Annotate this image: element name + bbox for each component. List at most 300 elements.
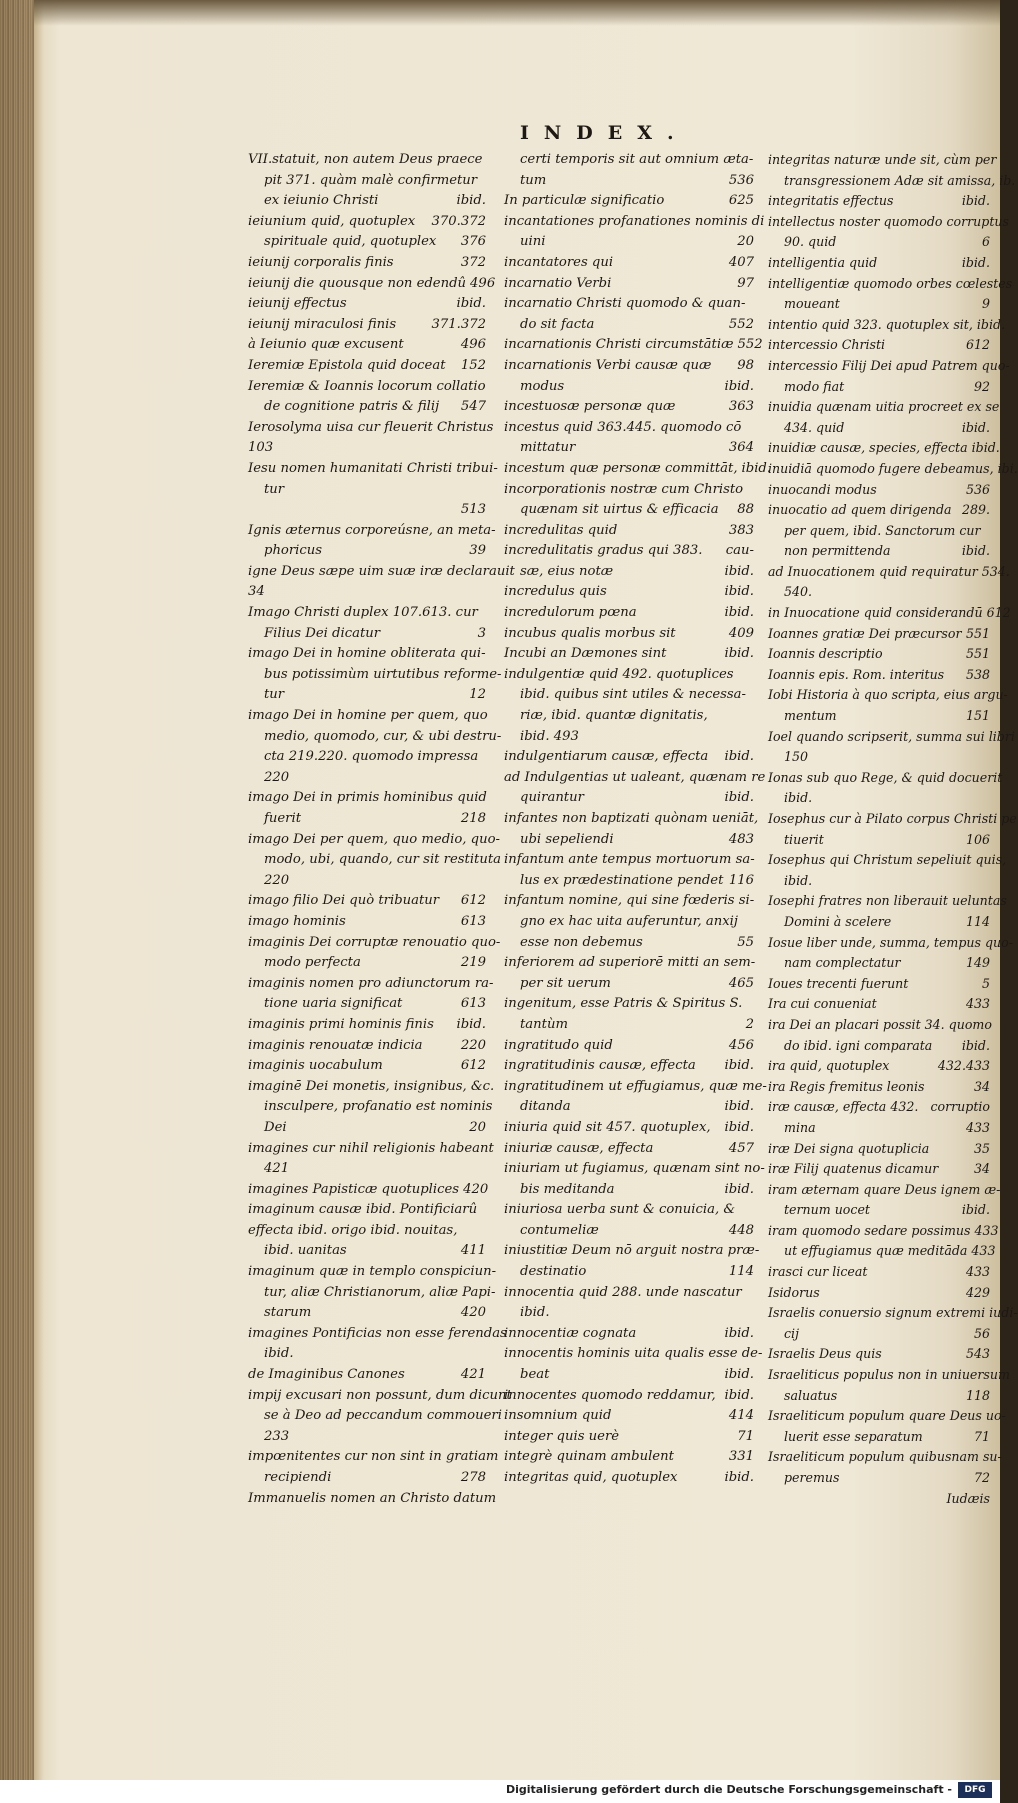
- entry-text: modo fiat: [784, 378, 845, 394]
- index-entry: [768, 1386, 990, 1407]
- index-entry: [504, 891, 754, 912]
- entry-reference: 552: [737, 337, 763, 353]
- entry-text: mina: [784, 1119, 816, 1135]
- entry-reference: 34: [973, 1161, 990, 1177]
- index-entry: [768, 562, 1010, 583]
- entry-text: integer quis uerè: [504, 1428, 620, 1444]
- index-entry: [768, 912, 990, 933]
- entry-text: 421: [264, 1161, 290, 1177]
- index-entry: [248, 727, 502, 748]
- entry-text: intercessio Christi: [768, 337, 886, 353]
- entry-text: ibid. quibus sint utiles & necessa-: [520, 687, 746, 703]
- entry-text: Ioannes gratiæ Dei præcursor: [768, 625, 962, 641]
- index-entry: [504, 665, 754, 686]
- index-entry: [248, 1241, 486, 1262]
- index-entry: [504, 1406, 754, 1427]
- index-entry: [504, 624, 754, 645]
- index-entry: [248, 150, 486, 171]
- index-entry: [504, 1015, 754, 1036]
- entry-text: in Inuocatione quid considerandū: [768, 605, 983, 621]
- entry-reference: 34: [973, 1078, 990, 1094]
- entry-reference: 20: [737, 234, 754, 250]
- index-entry: [768, 150, 997, 171]
- index-entry: [504, 1468, 754, 1489]
- entry-reference: 534.: [981, 563, 1010, 579]
- index-entry: [504, 438, 754, 459]
- index-entry: [248, 1303, 486, 1324]
- entry-text: iræ Dei signa quotuplicia: [768, 1140, 930, 1156]
- index-column-middle: [504, 150, 772, 1489]
- entry-reference: ibid.: [724, 1058, 754, 1074]
- entry-text: pit 371. quàm malè confirmetur: [264, 172, 478, 188]
- entry-text: intelligentiæ quomodo orbes cœlestes: [768, 275, 1013, 291]
- entry-text: tantùm: [520, 1016, 568, 1032]
- entry-text: innocentes quomodo reddamur,: [504, 1387, 716, 1403]
- entry-text: ieiunij effectus: [248, 296, 347, 312]
- index-entry: [248, 171, 486, 192]
- index-entry: [248, 521, 496, 542]
- entry-reference: 5: [981, 975, 990, 991]
- entry-text: 103: [248, 440, 274, 456]
- index-entry: [248, 418, 494, 439]
- entry-reference: ib.: [999, 172, 1016, 188]
- entry-reference: 364: [728, 440, 754, 456]
- entry-text: gno ex hac uita auferuntur, anxij: [520, 913, 738, 929]
- index-entry: [504, 1447, 754, 1468]
- entry-text: infantum nomine, qui sine fœderis si-: [504, 893, 755, 909]
- entry-reference: 151: [965, 708, 990, 724]
- index-entry: [768, 1139, 990, 1160]
- entry-text: Iosephi fratres non liberauit ueluntas: [768, 893, 1007, 909]
- entry-text: ira quid, quotuplex: [768, 1058, 890, 1074]
- entry-text: Ierosolyma uisa cur fleuerit Christus: [248, 419, 494, 435]
- index-entry: [768, 603, 1011, 624]
- entry-text: bis meditanda: [520, 1181, 615, 1197]
- entry-text: Ieremiæ & Ioannis locorum collatio: [248, 378, 486, 394]
- index-entry: [248, 1324, 507, 1345]
- entry-text: nam complectatur: [784, 955, 901, 971]
- index-entry: [504, 191, 754, 212]
- entry-reference: ibid.: [456, 296, 486, 312]
- entry-text: impij excusari non possunt, dum dicunt: [248, 1387, 512, 1403]
- entry-text: de Imaginibus Canones: [248, 1367, 405, 1383]
- index-entry: [504, 1303, 754, 1324]
- index-entry: [768, 788, 990, 809]
- entry-reference: 536: [728, 172, 754, 188]
- index-entry: [248, 830, 501, 851]
- entry-text: ira Dei an placari possit 34.: [768, 1016, 945, 1032]
- entry-text: ingratitudinem ut effugiamus, quæ me-: [504, 1078, 767, 1094]
- index-entry: [768, 1365, 1010, 1386]
- index-entry: [248, 1406, 502, 1427]
- entry-reference: ibid.: [961, 1202, 990, 1218]
- entry-reference: 483: [728, 831, 754, 847]
- entry-text: inuidia quænam uitia procreet ex se: [768, 399, 1000, 415]
- entry-reference: 421: [460, 1367, 486, 1383]
- entry-text: insomnium quid: [504, 1408, 612, 1424]
- index-entry: [768, 171, 1016, 192]
- entry-text: imagines Pontificias non esse ferendas: [248, 1325, 507, 1341]
- entry-text: iram quomodo sedare possimus: [768, 1222, 971, 1238]
- entry-text: fuerit: [264, 811, 301, 826]
- entry-reference: 71: [973, 1428, 990, 1444]
- entry-text: ad Indulgentias ut ualeant, quænam re: [504, 769, 766, 785]
- entry-text: imago Dei in homine obliterata qui-: [248, 646, 486, 662]
- entry-reference: ibid.: [724, 584, 754, 600]
- index-entry: [248, 1097, 493, 1118]
- entry-text: inuidiæ causæ, species, effecta: [768, 440, 968, 456]
- entry-text: à Ieiunio quæ excusent: [248, 337, 404, 353]
- entry-text: iniustitiæ Deum nō arguit nostra præ-: [504, 1243, 760, 1259]
- index-entry: [504, 377, 754, 398]
- entry-reference: 97: [737, 275, 754, 291]
- index-entry: [248, 1036, 486, 1057]
- index-entry: [504, 1056, 754, 1077]
- index-entry: [248, 953, 486, 974]
- entry-reference: 411: [460, 1243, 486, 1259]
- index-entry: [768, 933, 1014, 954]
- entry-text: ingenitum, esse Patris & Spiritus S.: [504, 996, 743, 1012]
- entry-text: quirantur: [520, 790, 584, 806]
- entry-text: incredulorum pœna: [504, 605, 637, 621]
- entry-reference: 71: [737, 1428, 754, 1444]
- entry-text: iniuria quid sit 457. quotuplex,: [504, 1119, 711, 1135]
- entry-text: ibid.: [264, 1346, 294, 1362]
- entry-reference: 363: [728, 399, 754, 415]
- entry-text: Ioues trecenti fuerunt: [768, 975, 909, 991]
- entry-reference: corruptio: [930, 1099, 990, 1115]
- entry-text: integritas quid, quotuplex: [504, 1470, 678, 1485]
- entry-reference: 92: [973, 378, 990, 394]
- entry-reference: ibid.: [724, 378, 754, 394]
- entry-reference: 420: [463, 1181, 489, 1197]
- entry-text: ternum uocet: [784, 1202, 870, 1218]
- entry-reference: 98: [737, 357, 754, 373]
- entry-reference: 433: [974, 1222, 999, 1238]
- entry-text: Filius Dei dicatur: [264, 625, 381, 641]
- index-entry: [248, 974, 494, 995]
- entry-reference: 35: [973, 1140, 990, 1156]
- entry-text: ibid. 493: [520, 728, 579, 744]
- entry-reference: 118: [965, 1387, 990, 1403]
- index-entry: [504, 747, 754, 768]
- entry-reference: 612: [460, 893, 486, 909]
- entry-text: medio, quomodo, cur, & ubi destru-: [264, 728, 502, 744]
- index-entry: [248, 1283, 496, 1304]
- entry-reference: 457: [728, 1140, 754, 1156]
- index-entry: [248, 665, 502, 686]
- index-entry: [768, 1056, 990, 1077]
- dfg-logo: DFG: [958, 1782, 992, 1798]
- index-entry: [504, 521, 754, 542]
- index-entry: [768, 891, 1007, 912]
- entry-text: inferiorem ad superiorē mitti an sem-: [504, 955, 756, 971]
- index-entry: [248, 1468, 486, 1489]
- index-column-left: [248, 150, 515, 1509]
- entry-text: Ignis æternus corporeúsne, an meta-: [248, 522, 496, 538]
- page-header: INDEX.: [520, 122, 689, 144]
- entry-text: incredulitatis gradus qui 383.: [504, 543, 703, 559]
- index-entry: [504, 171, 754, 192]
- index-entry: [248, 1447, 499, 1468]
- entry-reference: 372: [460, 254, 486, 270]
- entry-text: Immanuelis nomen an Christo datum: [248, 1490, 497, 1506]
- entry-reference: 613: [460, 996, 486, 1012]
- index-entry: [768, 191, 990, 212]
- index-entry: [248, 1489, 497, 1510]
- index-entry: [248, 377, 486, 398]
- entry-text: ingratitudo quid: [504, 1037, 613, 1053]
- entry-text: iniuriosa uerba sunt & conuicia, &: [504, 1202, 736, 1218]
- entry-reference: 448: [728, 1222, 754, 1238]
- entry-text: imaginis renouatæ indicia: [248, 1037, 423, 1053]
- entry-text: indulgentiæ quid 492. quotuplices: [504, 666, 734, 682]
- entry-text: infantes non baptizati quònam ueniāt,: [504, 811, 759, 826]
- entry-text: iræ causæ, effecta 432.: [768, 1099, 919, 1115]
- entry-reference: ibid.: [961, 419, 990, 435]
- index-entry: [768, 768, 1003, 789]
- entry-text: Domini à scelere: [784, 913, 892, 929]
- index-entry: [504, 788, 754, 809]
- top-shadow: [34, 0, 1000, 26]
- entry-reference: ibid.: [724, 1367, 754, 1383]
- index-entry: [768, 1241, 996, 1262]
- entry-text: tur, aliæ Christianorum, aliæ Papi-: [264, 1284, 496, 1300]
- digitization-credit: Digitalisierung gefördert durch die Deutsche Forschungsgemeinschaft -: [505, 1783, 952, 1796]
- entry-text: Isidorus: [768, 1284, 820, 1300]
- entry-reference: 551: [965, 625, 990, 641]
- entry-text: transgressionem Adæ sit amissa,: [784, 172, 996, 188]
- index-entry: [768, 871, 990, 892]
- index-entry: [768, 459, 1018, 480]
- entry-reference: ibid.: [724, 1181, 754, 1197]
- entry-text: phoricus: [264, 543, 323, 559]
- entry-text: imago Dei in homine per quem, quo: [248, 708, 488, 724]
- entry-text: saluatus: [784, 1387, 838, 1403]
- index-entry: [248, 624, 486, 645]
- entry-text: ad Inuocationem quid requiratur: [768, 563, 978, 579]
- entry-reference: ibid.: [456, 193, 486, 209]
- index-entry: [248, 644, 486, 665]
- entry-text: innocentia quid 288. unde nascatur: [504, 1284, 742, 1300]
- entry-reference: 88: [737, 502, 754, 518]
- index-entry: [504, 974, 754, 995]
- entry-reference: ibid.: [724, 605, 754, 621]
- index-entry: [248, 212, 486, 233]
- entry-text: In particulæ significatio: [504, 193, 665, 209]
- index-entry: [248, 1015, 486, 1036]
- entry-text: 220: [264, 872, 290, 888]
- index-entry: [768, 644, 990, 665]
- entry-reference: 289.: [961, 502, 990, 518]
- entry-reference: ibid.: [456, 1016, 486, 1032]
- index-entry: [504, 1241, 760, 1262]
- index-entry: [504, 768, 766, 789]
- entry-text: riæ, ibid. quantæ dignitatis,: [520, 708, 708, 724]
- index-entry: [768, 335, 990, 356]
- entry-reference: 72: [973, 1470, 990, 1485]
- entry-text: Israelis conuersio signum extremi iudi-: [768, 1305, 1018, 1321]
- index-entry: [248, 438, 486, 459]
- entry-reference: 414: [728, 1408, 754, 1424]
- entry-text: recipiendi: [264, 1470, 332, 1485]
- entry-reference: 278: [460, 1470, 486, 1485]
- entry-text: incarnatio Verbi: [504, 275, 612, 291]
- index-entry: [248, 1159, 486, 1180]
- entry-reference: ibid.: [971, 440, 1000, 456]
- index-entry: [248, 335, 486, 356]
- entry-reference: 420: [460, 1305, 486, 1321]
- entry-text: spirituale quid, quotuplex: [264, 234, 437, 250]
- entry-text: ieiunij miraculosi finis: [248, 316, 397, 332]
- entry-text: Incubi an Dæmones sint: [504, 646, 667, 662]
- entry-text: ieiunium quid, quotuplex: [248, 213, 416, 229]
- entry-text: ubi sepeliendi: [520, 831, 614, 847]
- entry-reference: 536: [965, 481, 990, 497]
- entry-text: integritatis effectus: [768, 193, 894, 209]
- index-entry: [248, 1200, 486, 1221]
- entry-text: imagines Papisticæ quotuplices: [248, 1181, 460, 1197]
- entry-text: incorporationis nostræ cum Christo: [504, 481, 744, 497]
- entry-reference: ibid.: [741, 460, 772, 476]
- index-entry: [248, 459, 498, 480]
- entry-text: insculpere, profanatio est nominis: [264, 1099, 493, 1115]
- entry-reference: quomo: [948, 1016, 992, 1032]
- entry-text: bus potissimùm uirtutibus reforme-: [264, 666, 502, 682]
- entry-text: VII.statuit, non autem Deus praece: [248, 152, 483, 167]
- entry-text: ibid.: [784, 872, 813, 888]
- index-entry: [768, 1118, 990, 1139]
- entry-text: incantatores qui: [504, 254, 614, 270]
- index-entry: [504, 1159, 765, 1180]
- index-entry: [504, 459, 772, 480]
- index-entry: [768, 1303, 1018, 1324]
- entry-reference: ibid.: [961, 193, 990, 209]
- entry-text: incarnatio Christi quomodo & quan-: [504, 296, 746, 312]
- entry-reference: 429: [965, 1284, 990, 1300]
- entry-text: imago filio Dei quò tribuatur: [248, 893, 440, 909]
- index-entry: [768, 582, 990, 603]
- index-entry: [504, 294, 754, 315]
- entry-text: 34: [248, 584, 265, 600]
- index-entry: [768, 994, 990, 1015]
- entry-text: destinatio: [520, 1264, 587, 1280]
- entry-text: intelligentia quid: [768, 254, 878, 270]
- entry-reference: Iudæis: [946, 1490, 990, 1506]
- index-entry: [768, 397, 1000, 418]
- entry-reference: 2: [745, 1016, 754, 1032]
- index-entry: [248, 603, 486, 624]
- entry-text: intentio quid 323. quotuplex sit,: [768, 316, 973, 332]
- entry-text: cta 219.220. quomodo impressa: [264, 749, 479, 765]
- entry-reference: ibid.: [724, 1387, 754, 1403]
- index-entry: [768, 1324, 990, 1345]
- entry-text: Dei: [264, 1119, 287, 1135]
- entry-text: incestum quæ personæ committāt,: [504, 460, 738, 476]
- index-entry: [248, 871, 486, 892]
- entry-text: ibid.: [520, 1305, 550, 1321]
- index-entry: [248, 1180, 489, 1201]
- entry-text: incubus qualis morbus sit: [504, 625, 676, 641]
- index-entry: [768, 294, 990, 315]
- entry-text: irasci cur liceat: [768, 1264, 868, 1280]
- entry-reference: 219: [460, 955, 486, 971]
- index-entry: [504, 541, 754, 562]
- index-entry: [768, 1344, 990, 1365]
- index-entry: [768, 1489, 990, 1510]
- index-entry: [768, 418, 990, 439]
- entry-text: integritas naturæ unde sit, cùm per: [768, 152, 997, 167]
- index-entry: [504, 1324, 754, 1345]
- index-entry: [504, 480, 754, 501]
- entry-reference: ibid.: [724, 1099, 754, 1115]
- index-entry: [504, 397, 754, 418]
- entry-text: per sit uerum: [520, 975, 611, 991]
- entry-text: 220: [264, 769, 290, 785]
- index-entry: [768, 706, 990, 727]
- entry-text: modo, ubi, quando, cur sit restituta: [264, 852, 502, 868]
- index-entry: [504, 500, 754, 521]
- index-entry: [768, 747, 990, 768]
- entry-reference: 613: [460, 913, 486, 929]
- index-entry: [504, 1221, 754, 1242]
- entry-text: incarnationis Verbi causæ quæ: [504, 357, 712, 373]
- index-entry: [768, 1159, 990, 1180]
- index-entry: [504, 685, 754, 706]
- index-entry: [504, 706, 754, 727]
- entry-text: ibid.: [784, 790, 813, 806]
- index-entry: [248, 912, 486, 933]
- entry-reference: 370.372: [431, 213, 486, 229]
- entry-text: tur: [264, 687, 285, 703]
- entry-reference: 612: [986, 605, 1011, 621]
- entry-reference: 612: [965, 337, 990, 353]
- entry-text: tum: [520, 172, 547, 188]
- entry-text: 150: [784, 749, 809, 765]
- index-entry: [768, 685, 1008, 706]
- entry-text: 233: [264, 1428, 290, 1444]
- index-entry: [248, 1386, 512, 1407]
- entry-reference: 3: [477, 625, 486, 641]
- entry-text: Ioannis descriptio: [768, 646, 883, 662]
- index-entry: [248, 356, 486, 377]
- entry-text: Imago Christi duplex 107.613. cur: [248, 605, 478, 621]
- entry-text: uini: [520, 234, 546, 250]
- entry-text: imaginis primi hominis finis: [248, 1016, 434, 1032]
- entry-text: iniuriam ut fugiamus, quænam sint no-: [504, 1161, 765, 1177]
- entry-text: tiuerit: [784, 831, 824, 847]
- index-entry: [768, 1077, 990, 1098]
- entry-text: ieiunij die quousque non edendû: [248, 275, 467, 291]
- entry-text: tione uaria significat: [264, 996, 403, 1012]
- index-entry: [248, 706, 486, 727]
- entry-reference: 218: [460, 811, 486, 826]
- index-entry: [504, 1365, 754, 1386]
- entry-text: imagines cur nihil religionis habeant: [248, 1140, 494, 1156]
- entry-text: intellectus noster quomodo corruptus: [768, 213, 1009, 229]
- entry-text: se à Deo ad peccandum commoueri: [264, 1408, 502, 1424]
- index-entry: [248, 274, 496, 295]
- index-entry: [768, 1468, 990, 1489]
- entry-text: imago Dei in primis hominibus quid: [248, 790, 487, 806]
- entry-reference: 9: [981, 296, 990, 312]
- index-entry: [248, 480, 486, 501]
- index-entry: [768, 974, 990, 995]
- index-entry: [504, 418, 754, 439]
- entry-text: non permittenda: [784, 543, 891, 559]
- entry-text: starum: [264, 1305, 312, 1321]
- entry-text: imaginum causæ ibid. Pontificiarû: [248, 1202, 478, 1218]
